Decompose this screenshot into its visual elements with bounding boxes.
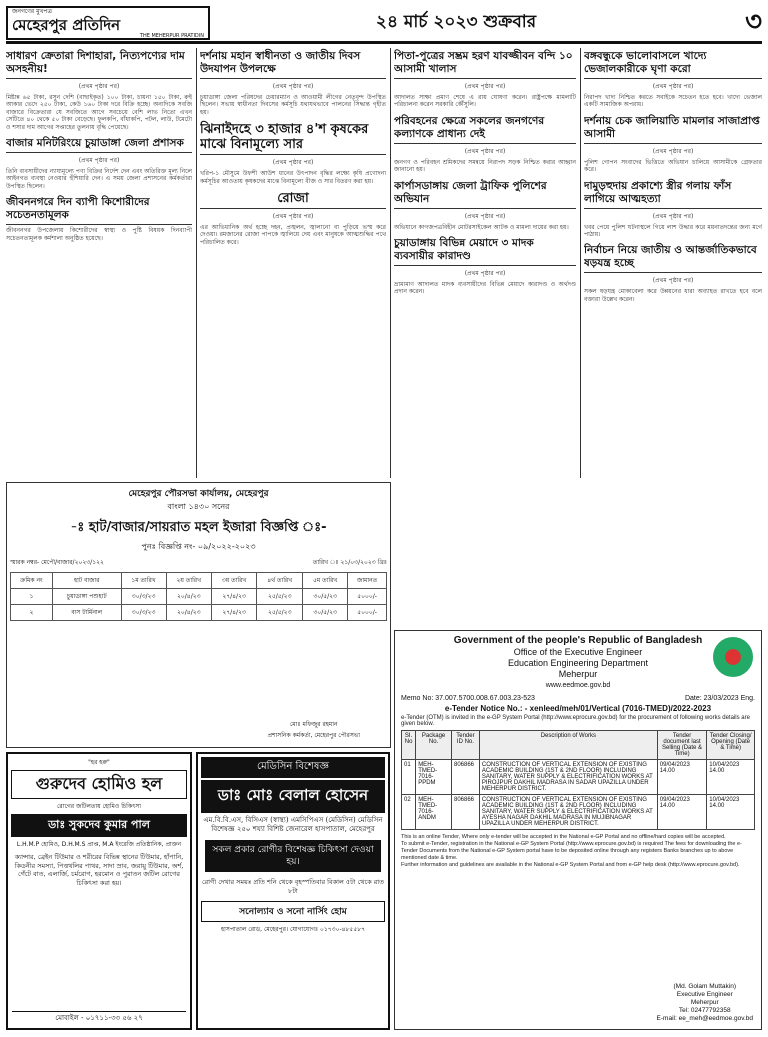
- table-row: [11, 605, 387, 621]
- article-continued: (প্রথম পৃষ্ঠার পর): [78, 83, 120, 90]
- tender-gov: Government of the people's Republic of Bangladesh: [453, 635, 703, 646]
- column-header: হাট বাজার: [52, 573, 121, 589]
- signer-email: E-mail: ee_meh@eedmoe.gov.bd: [656, 1015, 753, 1022]
- article-body: তিনি ব্যবসায়ীদের ন্যায্যমূল্যে পণ্য বিক্রির নির্দেশ দেন এবং অতিরিক্ত মূল্য নিলে আইনগত ব্যবস্থা নেওয়ার হুঁশিয়ারি দেন। এ সময় জেলা প্রশাসনের কর্মকর্তারা উপস্থিত ছিলেন।: [6, 168, 192, 190]
- table-cell: ২০/৪/২৩: [166, 605, 211, 621]
- column-header: Tender Closing/ Opening (Date & Time): [707, 731, 755, 760]
- notice-subtitle: পুনঃ বিজ্ঞপ্তি নং- ০৯/২০২২-২০২৩: [141, 542, 256, 551]
- column-header: জামানত: [348, 573, 387, 589]
- table-cell: ২৭/৪/২৩: [211, 589, 256, 605]
- tender-note: Further information and guidelines are available in the National e-GP System Portal and from e-GP help desk (http://www.eprocure.gov.bd).: [401, 862, 740, 868]
- article-body: সকল ষড়যন্ত্র মোকাবেলা করে উন্নয়নের ধারা অব্যাহত রাখতে হবে বলে বক্তারা উল্লেখ করেন।: [584, 288, 762, 303]
- table-cell: 10/04/2023 14.00: [707, 760, 755, 795]
- article-continued: (প্রথম পৃষ্ঠার পর): [652, 277, 694, 285]
- article-body: ভ্রাম্যমাণ আদালত মাদক ব্যবসায়ীদের বিভিন্ন মেয়াদে কারাদণ্ড ও অর্থদণ্ড প্রদান করেন।: [394, 281, 576, 296]
- column-divider: [196, 48, 197, 478]
- tender-date: Date: 23/03/2023 Eng.: [684, 695, 755, 702]
- article: [584, 48, 762, 109]
- article: [394, 178, 576, 231]
- table-cell: 01: [402, 760, 416, 795]
- article-body: নিরাপদ খাদ্য নিশ্চিত করতে সবাইকে সচেতন হতে হবে। খাদ্যে ভেজাল একটি সামাজিক অপরাধ।: [584, 94, 762, 109]
- article-continued: (প্রথম পৃষ্ঠার পর): [464, 147, 506, 155]
- ad-hospital: সনোল্যাব ও সনো নার্সিং হোম: [201, 901, 385, 922]
- tender-note: This is an online Tender, Where only e-tender will be accepted in the National e-GP Portal and no offline/hard copies will be accepted.: [401, 834, 726, 840]
- ad-tag: "হর হরু": [88, 759, 110, 766]
- table-cell: ৩০/৫/২৩: [303, 605, 348, 621]
- article-body: মিষ্টান্ন ৬৫ টাকা, রসুন দেশি (বাছাইকৃত) ১০০ টাকা, চায়না ১৫০ টাকা, রুই আকার ভেদে ২৫০ টাকা, কেউ ১৬০ টাকা দরে বিক্রি হচ্ছে। অন্যদিকে সবজি বাজারে বিক্রেতারা যে সবজিতে আগে সবচেয়ে বেশি লাভ নিতো এখন সেটিতে ৪০ থেকে ৫০ টাকা বেড়েছে। ফুলকপি, বাঁধাকপি, পটল, লাউ, টমেটো ও শসার দাম আগের সপ্তাহের তুলনায় বৃদ্ধি পেয়েছে।: [6, 94, 192, 131]
- newspaper-logo: [6, 6, 210, 40]
- issue-date: ২৪ মার্চ ২০২৩ শুক্রবার: [375, 11, 537, 32]
- article: [6, 194, 192, 242]
- signer-name: মোঃ মফিজুর রহমান: [289, 721, 338, 728]
- article: [394, 113, 576, 174]
- tender-note: To submit e-Tender, registration in the National e-GP System Portal (http://www.eprocure.gov.bd) is required The fees for downloading the e-Tender Documents from the National e-GP System portal have to be deposited online through any registers Banks branches up to above mentioned date & time.: [401, 841, 742, 861]
- table-cell: ১: [11, 589, 53, 605]
- ad-phone: মোবাইল - ০১৭১১-৩৩ ৫৬ ২৭: [12, 1011, 186, 1024]
- masthead: [6, 4, 762, 44]
- table-row: [11, 589, 387, 605]
- table-body: [402, 760, 755, 830]
- tender-memo: Memo No: 37.007.5700.008.67.003.23-523: [401, 695, 535, 702]
- article: [394, 48, 576, 109]
- table-cell: CONSTRUCTION OF VERTICAL EXTENSION OF EXISTING ACADEMIC BUILDING (1ST & 2ND FLOOR) INCLUDING SANITARY, WATER SUPPLY & ELECTRIFICATION WORKS AT AYESHA NAGAR DAKHIL MADRASA IN MUJIBNAGAR UPAZILLA UNDER MEHERPUR DISTRICT.: [479, 795, 657, 830]
- column-header: Description of Works: [479, 731, 657, 760]
- notice-office: মেহেরপুর পৌরসভা কার্যালয়, মেহেরপুর: [128, 489, 269, 499]
- article-continued: (প্রথম পৃষ্ঠার পর): [464, 212, 506, 220]
- tender-memo-row: [401, 695, 755, 702]
- column-divider: [580, 48, 581, 478]
- notice-signature: [267, 719, 360, 741]
- column-header: ১ম তারিখ: [121, 573, 166, 589]
- ad-doctor-name: ডাঃ মোঃ বেলাল হোসেন: [201, 780, 385, 813]
- doctor-ad: [196, 752, 390, 1030]
- article: [584, 113, 762, 174]
- article-continued: (প্রথম পৃষ্ঠার পর): [464, 270, 506, 278]
- article: [200, 189, 386, 246]
- ad-highlight: সকল প্রকার রোগীর বিশেষজ্ঞ চিকিৎসা দেওয়া হয়।: [205, 840, 381, 872]
- article-headline: পিতা-পুত্রের সম্ভ্রম হরণ যাবজ্জীবন বন্দি ১০ আসামী খালাস: [394, 48, 576, 79]
- column-header: Tender document last Selling (Date & Time): [657, 731, 707, 760]
- government-seal-icon: [713, 637, 753, 677]
- table-cell: ৫০০০/-: [348, 605, 387, 621]
- signer-title: Executive Engineer: [676, 991, 733, 998]
- notice-table: [10, 572, 387, 621]
- signer-phone: Tel: 02477792358: [678, 1007, 731, 1014]
- article-headline: সাধারণ ক্রেতারা দিশাহারা, নিত্যপণ্যের দাম অসহনীয়!: [6, 48, 192, 79]
- article: [394, 235, 576, 296]
- notice-year: বাংলা ১৪৩০ সনের: [167, 502, 230, 511]
- table-cell: ২৫/৫/২৩: [257, 605, 303, 621]
- table-cell: ২৭/৪/২৩: [211, 605, 256, 621]
- notice-memo: স্মারক নম্বর- মেপৌ/বাজার/২০২৩/১২২: [10, 559, 104, 566]
- article: [200, 120, 386, 185]
- article: [200, 48, 386, 116]
- table-header-row: [11, 573, 387, 589]
- notice-title: -ঃ হাট/বাজার/সায়রাত মহল ইজারা বিজ্ঞপ্তি ঃ-: [70, 520, 327, 535]
- ad-degree: L.H.M.P হোমিও, D.H.M.S প্রাপ্ত, M.A ইংরেজি প্রতিষ্ঠানিক, প্রাক্তন: [16, 841, 182, 848]
- notice-date: তারিখ ঃ ২১/০৩/২০২৩ খ্রিঃ: [312, 559, 387, 566]
- table-cell: বাস টার্মিনাল: [52, 605, 121, 621]
- ad-specialist: মেডিসিন বিশেষজ্ঞ: [201, 757, 385, 778]
- table-cell: 806866: [451, 760, 479, 795]
- article-continued: (প্রথম পৃষ্ঠার পর): [652, 212, 694, 220]
- table-cell: 02: [402, 795, 416, 830]
- table-cell: চুয়াডাঙ্গা পশুহাট: [52, 589, 121, 605]
- table-cell: ৩০/৩/২৩: [121, 589, 166, 605]
- column-header: ৪র্থ তারিখ: [257, 573, 303, 589]
- article-continued: (প্রথম পৃষ্ঠার পর): [272, 83, 314, 90]
- article-continued: (প্রথম পৃষ্ঠার পর): [652, 83, 694, 90]
- article-headline: ঝিনাইদহে ৩ হাজার ৪'শ কৃষকের মাঝে বিনামূল্যে সার: [200, 120, 386, 155]
- article-headline: পরিবহনের ক্ষেত্রে সকলের জনগণের কল্যাণকে প্রাধান্য দেই: [394, 113, 576, 144]
- article-headline: দামুড়হুদায় প্রকাশ্যে স্ত্রীর গলায় ফাঁস লাগিয়ে আত্মহত্যা: [584, 178, 762, 209]
- column-header: ৫ম তারিখ: [303, 573, 348, 589]
- article-body: খবর পেয়ে পুলিশ ঘটনাস্থলে গিয়ে লাশ উদ্ধার করে ময়নাতদন্তের জন্য মর্গে পাঠায়।: [584, 223, 762, 239]
- tender-dept: Education Engineering Department: [507, 658, 649, 668]
- article-body: জীবননগর উপজেলায় কিশোরীদের স্বাস্থ্য ও পুষ্টি বিষয়ক দিনব্যাপী সচেতনতামূলক কর্মশালা অনুষ্ঠিত হয়েছে।: [6, 227, 192, 242]
- logo-tagline: জনগণের মুখপত্র: [12, 8, 52, 15]
- article-body: এর আভিধানিক অর্থ হচ্ছে দহন, প্রজ্বলন, জ্বালানো বা পুড়িয়ে ভস্ম করে দেওয়া। রমজানের রোজা পাপকে জ্বালিয়ে দেয় এবং মানুষকে আত্মশুদ্ধির পথে পরিচালিত করে।: [200, 224, 386, 246]
- news-column-3: [394, 48, 576, 478]
- table-row: [402, 795, 755, 830]
- article-body: অভিযানে কাগজপত্রবিহীন মোটরসাইকেল আটক ও মামলা দায়ের করা হয়।: [394, 223, 569, 231]
- article-headline: দর্শনায় চেক জালিয়াতি মামলার সাজাপ্রাপ্ত আসামী: [584, 113, 762, 144]
- column-header: Tender ID No.: [451, 731, 479, 760]
- article-body: চুয়াডাঙ্গা জেলা পরিষদের চেয়ারম্যান ও আওয়ামী লীগের নেতৃবৃন্দ উপস্থিত ছিলেন। সভায় স্বাধীনতা দিবসের কর্মসূচি যথাযথভাবে পালনের সিদ্ধান্ত গৃহীত হয়।: [200, 94, 386, 116]
- news-columns: [6, 48, 762, 478]
- ad-hours: রোগী দেখার সময়ঃ প্রতি শনি থেকে বৃহস্পতিবার বিকাল ৫টা থেকে রাত ৮টা: [201, 878, 385, 895]
- column-header: Package No.: [416, 731, 452, 760]
- column-header: ক্রমিক নং: [11, 573, 53, 589]
- article-body: খরিপ-১ মৌসুমে উফশী আউশ ধানের উৎপাদন বৃদ্ধির লক্ষ্যে কৃষি প্রণোদনা কর্মসূচির আওতায় কৃষকদের মাঝে বিনামূল্যে বীজ ও সার বিতরণ করা হয়।: [200, 170, 386, 185]
- column-divider: [390, 48, 391, 478]
- article-continued: (প্রথম পৃষ্ঠার পর): [464, 83, 506, 90]
- signer-place: Meherpur: [690, 999, 719, 1006]
- article-body: পুলিশ গোপন সংবাদের ভিত্তিতে অভিযান চালিয়ে আসামীকে গ্রেফতার করে।: [584, 158, 762, 174]
- table-cell: ৫০০০/-: [348, 589, 387, 605]
- table-cell: ৩০/৫/২৩: [303, 589, 348, 605]
- signer-name: (Md. Golam Muttakin): [673, 983, 737, 990]
- article: [6, 135, 192, 190]
- tender-office: Office of the Executive Engineer: [513, 647, 643, 657]
- table-cell: CONSTRUCTION OF VERTICAL EXTENSION OF EXISTING ACADEMIC BUILDING (1ST & 2ND FLOOR) INCLUDING SANITARY, WATER SUPPLY & ELECTRIFICATION WORKS AT PIROJPUR DAKHIL MADRASA IN SADAR UPAZILLA UNDER MEHERPUR DISTRICT.: [479, 760, 657, 795]
- article-continued: (প্রথম পৃষ্ঠার পর): [272, 159, 314, 167]
- table-cell: ২: [11, 605, 53, 621]
- article: [584, 178, 762, 239]
- column-header: ৩য় তারিখ: [211, 573, 256, 589]
- tender-notes: [401, 834, 755, 869]
- article-continued: (প্রথম পৃষ্ঠার পর): [652, 147, 694, 155]
- article: [6, 48, 192, 131]
- column-header: SI. No: [402, 731, 416, 760]
- article-headline: দর্শনায় মহান স্বাধীনতা ও জাতীয় দিবস উদযাপন উপলক্ষে: [200, 48, 386, 79]
- ad-degree: এম.বি.বি.এস, বিসিএস (স্বাস্থ্য) এমসিপিএস (মেডিসিন) মেডিসিন বিশেষজ্ঞ ২৫০ শয্যা বিশিষ্ট জেনারেল হাসপাতাল, মেহেরপুর: [203, 816, 383, 833]
- logo-name-en: THE MEHERPUR PRATIDIN: [139, 33, 204, 39]
- tender-notice: [394, 630, 762, 1030]
- article-body: জনগণ ও পরিবহন শ্রমিকদের সমন্বয়ে নিরাপদ সড়ক নিশ্চিত করার আহ্বান জানানো হয়।: [394, 158, 576, 174]
- table-cell: MEH-TMED-7016-PPDM: [416, 760, 452, 795]
- ad-brand: গুরুদেব হোমিও হল: [11, 770, 187, 799]
- column-header: ২য় তারিখ: [166, 573, 211, 589]
- article-continued: (প্রথম পৃষ্ঠার পর): [78, 157, 120, 165]
- table-cell: 806866: [451, 795, 479, 830]
- homeo-hall-ad: [6, 752, 192, 1030]
- article-headline: রোজা: [200, 189, 386, 209]
- news-column-4: [584, 48, 762, 478]
- ad-body: ক্যান্সার, ব্রেইন টিউমার ও শরীরের বিভিন্ন স্থানের টিউমার, হাঁপানি, কিডনীর সমস্যা, পিত্তথলির পাথর, সাদা স্রাব, জরায়ু টিউমার, অর্শ, গেঁটে বাত, এলার্জি, চর্মরোগ, হরমোন ও পুরাতন জটিল রোগের চিকিৎসা করা হয়।: [14, 853, 184, 887]
- signer-title: প্রশাসনিক কর্মকর্তা, মেহেরপুর পৌরসভা: [267, 732, 360, 739]
- article-continued: (প্রথম পৃষ্ঠার পর): [272, 213, 314, 221]
- page-number: ৩: [745, 6, 762, 37]
- ad-doctor-name: ডাঃ সুকদেব কুমার পাল: [11, 814, 187, 837]
- ad-contact: হাসপাতাল রোড, মেহেরপুর। যোগাযোগঃ ০১৭৩০-৪৮৫৫৮৭: [220, 926, 366, 933]
- tender-title: e-Tender Notice No.: - xenleed/meh/01/Vertical (7016-TMED)/2022-2023: [444, 704, 712, 713]
- article-body: আদালত সাক্ষ্য প্রমাণ শেষে এ রায় ঘোষণা করেন। রাষ্ট্রপক্ষে মামলাটি পরিচালনা করেন সরকারি কৌঁসুলি।: [394, 94, 576, 109]
- article-headline: বাজার মনিটরিংয়ে চুয়াডাঙ্গা জেলা প্রশাসক: [6, 135, 192, 153]
- ad-line: রোগের জটিলতায় হোমিও চিকিৎসা: [56, 803, 141, 810]
- table-cell: MEH-TMED-7016-ANDM: [416, 795, 452, 830]
- table-cell: 10/04/2023 14.00: [707, 795, 755, 830]
- article-headline: জীবননগরে দিন ব্যাপী কিশোরীদের সচেতনতামূলক: [6, 194, 192, 225]
- tender-signature: [657, 983, 753, 1023]
- tender-table: [401, 730, 755, 830]
- table-row: [402, 760, 755, 795]
- lease-notice: [6, 482, 391, 748]
- tender-website: www.eedmoe.gov.bd: [545, 682, 611, 689]
- table-cell: 09/04/2023 14.00: [657, 760, 707, 795]
- table-cell: 09/04/2023 14.00: [657, 795, 707, 830]
- table-cell: ২০/৪/২৩: [166, 589, 211, 605]
- article-headline: কার্পাসডাঙ্গায় জেলা ট্রাফিক পুলিশের অভিযান: [394, 178, 576, 209]
- table-body: [11, 589, 387, 621]
- notice-meta: [10, 557, 387, 568]
- article-headline: বঙ্গবন্ধুকে ভালোবাসলে খাদ্যে ভেজালকারীকে ঘৃণা করো: [584, 48, 762, 79]
- article: [584, 242, 762, 303]
- logo-name: মেহেরপুর প্রতিদিন: [12, 16, 121, 34]
- table-header-row: [402, 731, 755, 760]
- news-column-1: [6, 48, 192, 478]
- article-headline: চুয়াডাঙ্গায় বিভিন্ন মেয়াদে ৩ মাদক ব্যবসায়ীর কারাদণ্ড: [394, 235, 576, 266]
- article-headline: নির্বাচন নিয়ে জাতীয় ও আন্তর্জাতিকভাবে ষড়যন্ত্র হচ্ছে: [584, 242, 762, 273]
- news-column-2: [200, 48, 386, 478]
- tender-place: Meherpur: [558, 669, 598, 679]
- table-cell: ২৫/৫/২৩: [257, 589, 303, 605]
- tender-invitation: e-Tender (OTM) is invited in the e-GP System Portal (http://www.eprocure.gov.bd) for the procurement of following works details are given below.: [401, 715, 750, 727]
- table-cell: ৩০/৩/২৩: [121, 605, 166, 621]
